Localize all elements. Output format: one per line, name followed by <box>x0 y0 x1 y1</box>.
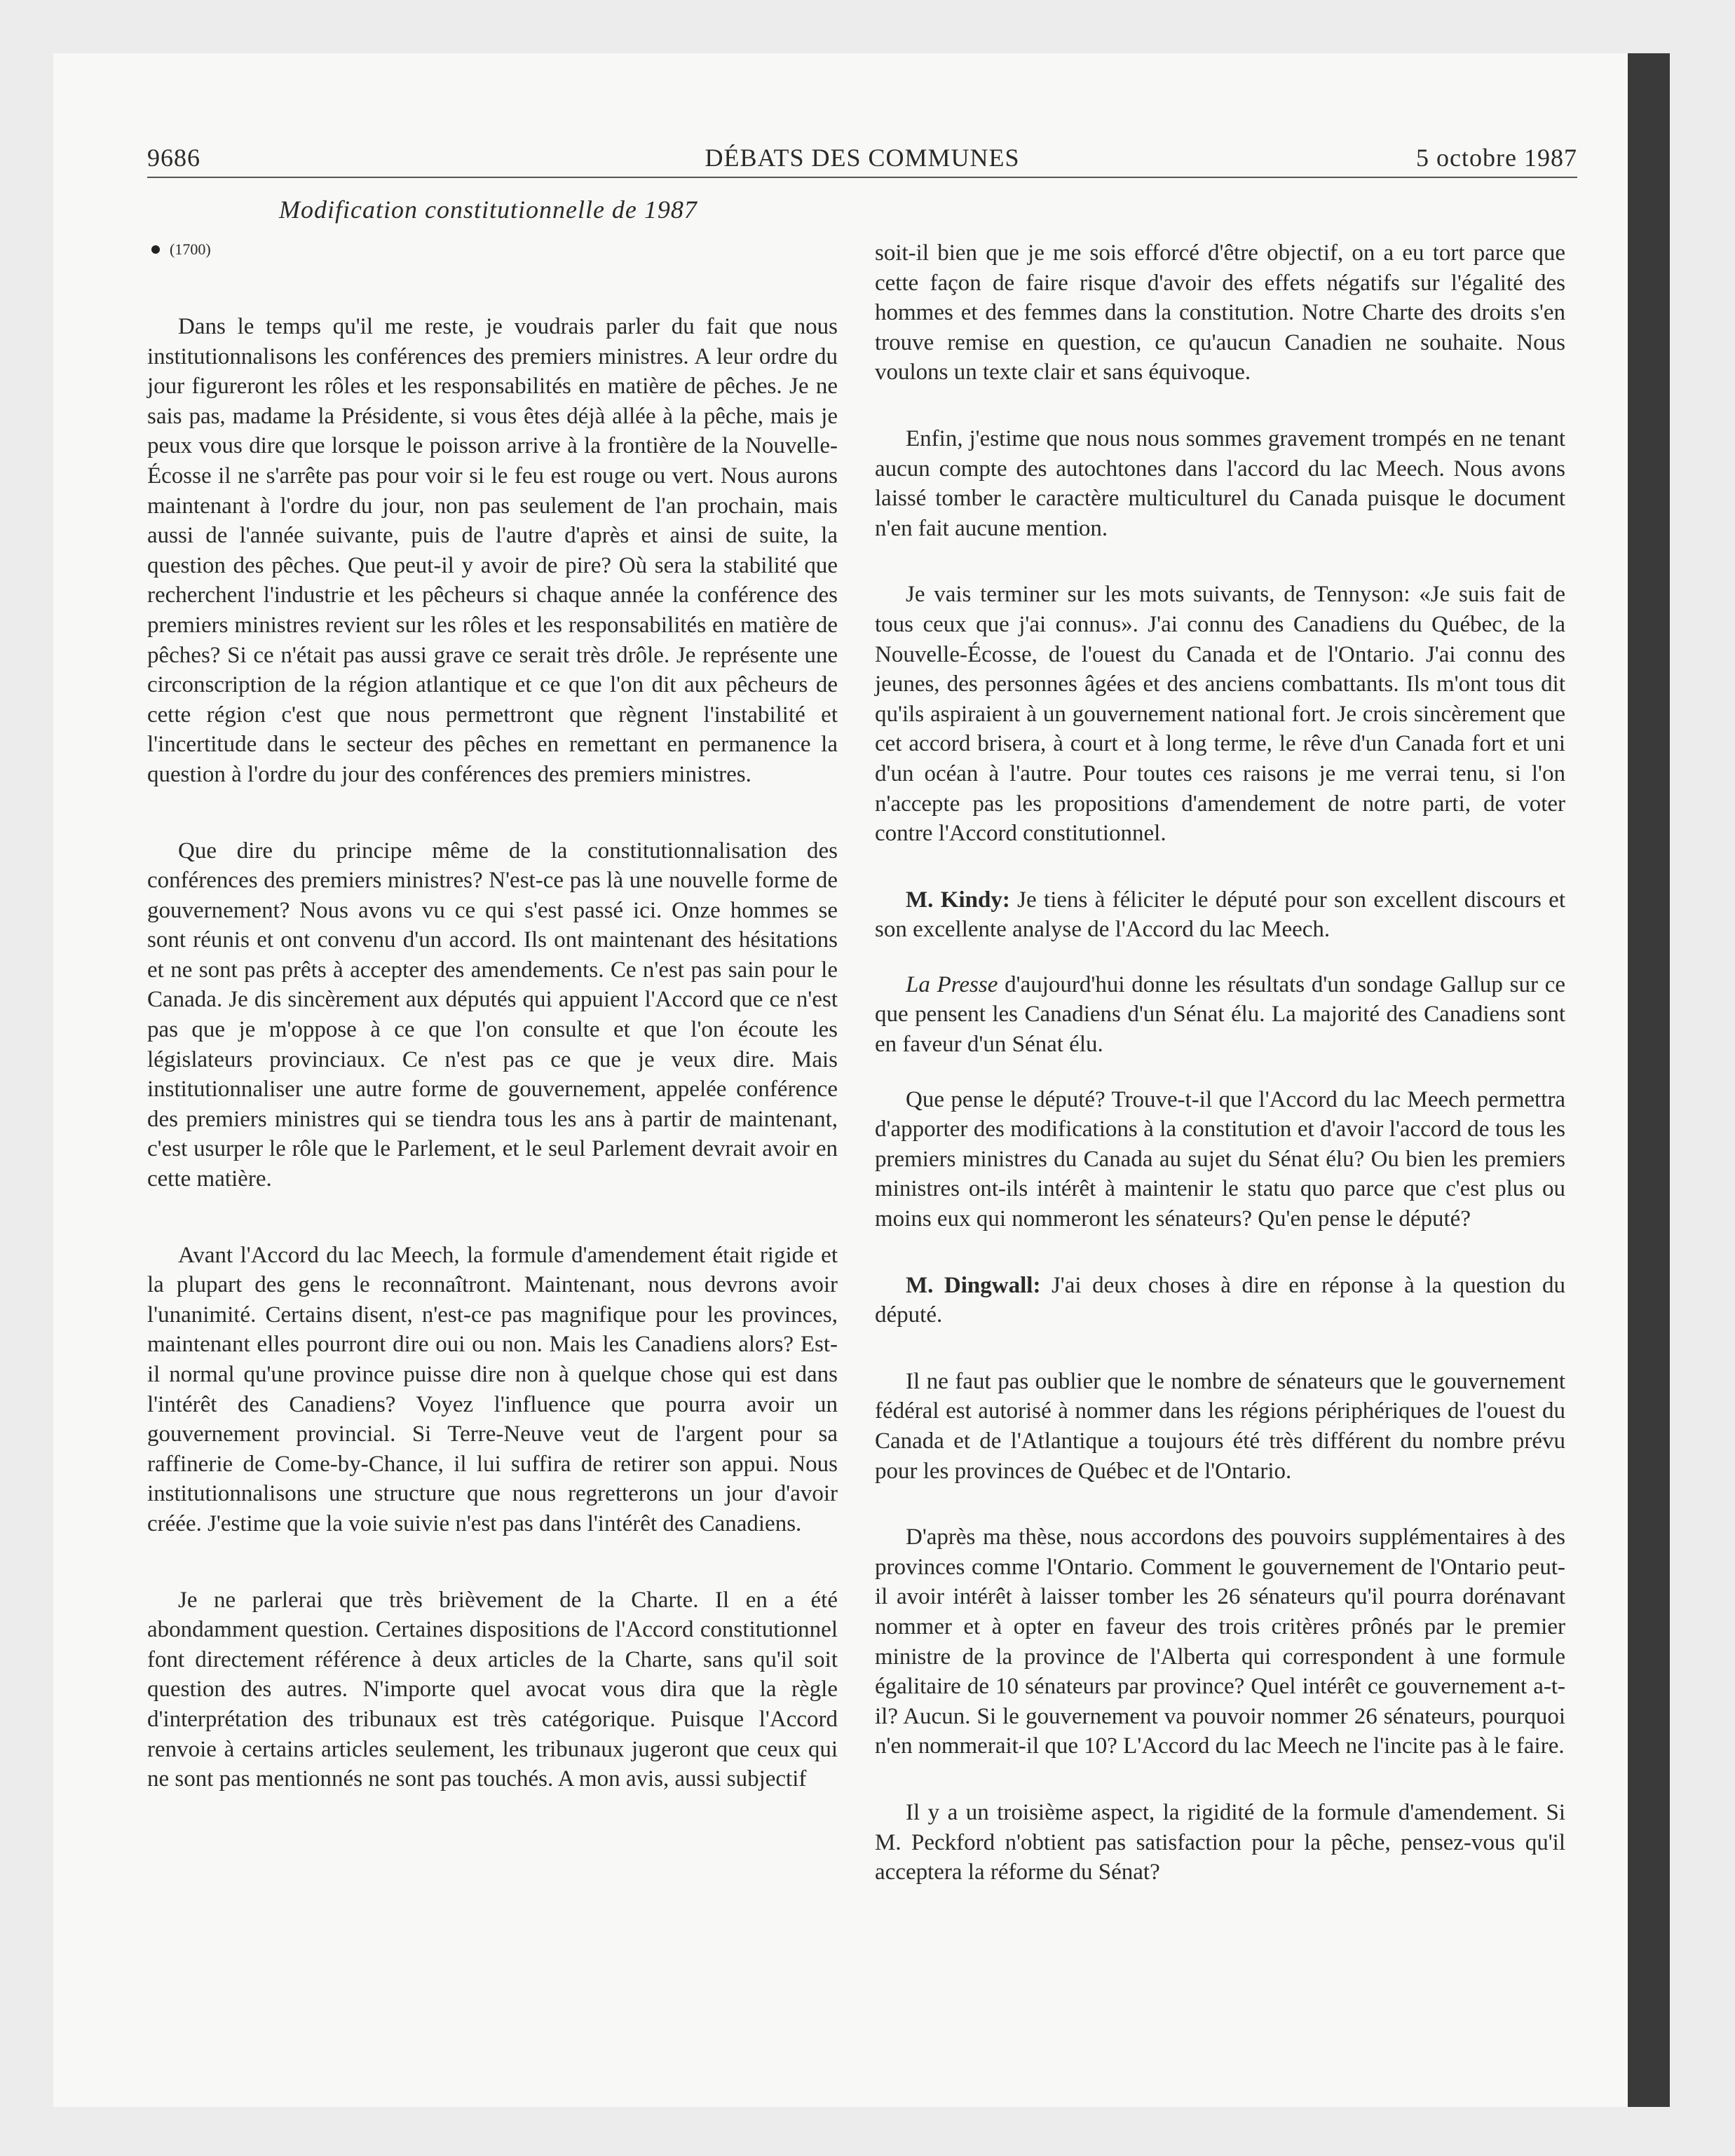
newspaper-name: La Presse <box>906 971 998 997</box>
page-header <box>147 140 1577 178</box>
speaker-paragraph <box>875 1271 1565 1330</box>
speaker-name: M. Kindy: <box>906 887 1010 913</box>
paragraph-text: d'aujourd'hui donne les résultats d'un sondage Gallup sur ce que pensent les Canadiens d'un Sénat élu. La majorité des Canadiens sont en faveur d'un Sénat élu. <box>875 971 1566 1058</box>
paragraph: Il y a un troisième aspect, la rigidité de la formule d'amendement. Si M. Peckford n'obtient pas satisfaction pour la pêche, pensez-vous qu'il acceptera la réforme du Sénat? <box>875 1799 1565 1885</box>
paragraph: Je vais terminer sur les mots suivants, de Tennyson: «Je suis fait de tous ceux que j'ai connus». J'ai connu des Canadiens du Québec, de la Nouvelle-Écosse, de l'ouest du Canada et de l'Ontario. J'ai connu des jeunes, des personnes âgées et des anciens combattants. Ils m'ont tous dit qu'ils aspiraient à un gouvernement national fort. Je crois sincèrement que cet accord brisera, à court et à long terme, le rêve d'un Canada fort et uni d'un océan à l'autre. Pour toutes ces raisons je me verrai tenu, si l'on n'accepte pas les propositions d'amendement de notre parti, de voter contre l'Accord constitutionnel. <box>875 582 1565 847</box>
speech-text: J'ai deux choses à dire en réponse à la question du député. <box>875 1272 1565 1328</box>
speaker-paragraph <box>875 885 1565 945</box>
paragraph: Il ne faut pas oublier que le nombre de sénateurs que le gouvernement fédéral est autorisé à nommer dans les régions périphériques de l'ouest du Canada et de l'Atlantique a toujours été très différent du nombre prévu pour les provinces de Québec et de l'Ontario. <box>875 1368 1565 1484</box>
publication-title: DÉBATS DES COMMUNES <box>705 144 1020 172</box>
scan-edge-bar <box>1628 53 1670 2107</box>
speech-text: Je tiens à féliciter le député pour son excellent discours et son excellente analyse de l'Accord du lac Meech. <box>875 887 1565 943</box>
paragraph: Dans le temps qu'il me reste, je voudrais parler du fait que nous institutionnalisons les conférences des premiers ministres. A leur ordre du jour figureront les rôles et les responsabilités en matière de pêches. Je ne sais pas, madame la Présidente, si vous êtes déjà allée à la pêche, mais je peux vous dire que lorsque le poisson arrive à la frontière de la Nouvelle-Écosse il ne s'arrête pas pour voir si le feu est rouge ou vert. Nous aurons maintenant à l'ordre du jour, non pas seulement de l'an prochain, mais aussi de l'année suivante, puis de l'autre d'après et ainsi de suite, la question des pêches. Que peut-il y avoir de pire? Où sera la stabilité que recherchent l'industrie et les pêcheurs si chaque année la conférence des premiers ministres revient sur les rôles et les responsabilités en matière de pêches? Si ce n'était pas aussi grave ce serait très drôle. Je représente une circonscription de la région atlantique et ce que l'on dit aux pêcheurs de cette région c'est que nous permettront que règnent l'instabilité et l'incertitude dans le secteur des pêches en remettant en permanence la question à l'ordre du jour des conférences des premiers ministres. <box>147 314 838 787</box>
publication-date: 5 octobre 1987 <box>1416 144 1577 172</box>
time-marker <box>151 240 211 259</box>
paragraph <box>875 970 1565 1060</box>
left-column <box>147 312 838 1794</box>
paragraph: Que pense le député? Trouve-t-il que l'Accord du lac Meech permettra d'apporter des modifications à la constitution et d'avoir l'accord de tous les premiers ministres du Canada au sujet du Sénat élu? Ou bien les premiers ministres ont-ils intérêt à maintenir le statu quo parce que c'est plus ou moins eux qui nommeront les sénateurs? Qu'en pense le député? <box>875 1086 1565 1232</box>
paragraph: Avant l'Accord du lac Meech, la formule d'amendement était rigide et la plupart des gens le reconnaîtront. Maintenant, nous devrons avoir l'unanimité. Certains disent, n'est-ce pas magnifique pour les provinces, maintenant elles pourront dire oui ou non. Mais les Canadiens alors? Est-il normal qu'une province puisse dire non à quelque chose qui est dans l'intérêt des Canadiens? Voyez l'influence que pourra avoir un gouvernement provincial. Si Terre-Neuve veut de l'argent pour sa raffinerie de Come-by-Chance, il lui suffira de retirer son appui. Nous institutionnalisons une structure que nous regretterons un jour d'avoir créée. J'estime que la voie suivie n'est pas dans l'intérêt des Canadiens. <box>147 1242 838 1536</box>
paragraph: Enfin, j'estime que nous nous sommes gravement trompés en ne tenant aucun compte des autochtones dans l'accord du lac Meech. Nous avons laissé tomber le caractère multiculturel du Canada puisque le document n'en fait aucune mention. <box>875 425 1565 541</box>
bullet-icon <box>151 245 160 254</box>
time-marker-label: (1700) <box>170 240 211 258</box>
paragraph: Que dire du principe même de la constitutionnalisation des conférences des premiers ministres? N'est-ce pas là une nouvelle forme de gouvernement? Nous avons vu ce qui s'est passé ici. Onze hommes se sont réunis et ont convenu d'un accord. Ils ont maintenant des hésitations et ne sont pas prêts à accepter des amendements. Ce n'est pas sain pour le Canada. Je dis sincèrement aux députés qui appuient l'Accord que ce n'est pas que je m'oppose à ce que l'on consulte et que l'on écoute les législateurs provinciaux. Ce n'est pas ce que je veux dire. Mais institutionnaliser une autre forme de gouvernement, appelée conférence des premiers ministres qui se tiendra tous les ans à partir de maintenant, c'est usurper le rôle que le Parlement, et le seul Parlement devrait avoir en cette matière. <box>147 838 838 1192</box>
right-column <box>875 238 1565 1888</box>
page-number: 9686 <box>147 144 200 172</box>
speaker-name: M. Dingwall: <box>906 1272 1041 1298</box>
running-head: Modification constitutionnelle de 1987 <box>279 196 698 224</box>
paragraph: D'après ma thèse, nous accordons des pouvoirs supplémentaires à des provinces comme l'Ontario. Comment le gouvernement de l'Ontario peut-il avoir intérêt à laisser tomber les 26 sénateurs qu'il pourra dorénavant nommer et à opter en faveur des trois critères prônés par le premier ministre de la province de l'Alberta qui correspondent à une formule égalitaire de 10 sénateurs par province? Quel intérêt ce gouvernement a-t-il? Aucun. Si le gouvernement va pouvoir nommer 26 sénateurs, pourquoi n'en nommerait-il que 10? L'Accord du lac Meech ne l'incite pas à le faire. <box>875 1524 1565 1759</box>
paragraph: Je ne parlerai que très brièvement de la Charte. Il en a été abondamment question. Certaines dispositions de l'Accord constitutionnel font directement référence à deux articles de la Charte, sans qu'il soit question des autres. N'importe quel avocat vous dira que la règle d'interprétation des tribunaux est très catégorique. Puisque l'Accord renvoie à certains articles seulement, les tribunaux jugeront que ceux qui ne sont pas mentionnés ne sont pas touchés. A mon avis, aussi subjectif <box>147 1587 838 1792</box>
paragraph: soit-il bien que je me sois efforcé d'être objectif, on a eu tort parce que cette façon de faire risque d'avoir des effets négatifs sur l'égalité des hommes et des femmes dans la constitution. Notre Charte des droits s'en trouve remise en question, ce qu'aucun Canadien ne souhaite. Nous voulons un texte clair et sans équivoque. <box>875 240 1565 386</box>
